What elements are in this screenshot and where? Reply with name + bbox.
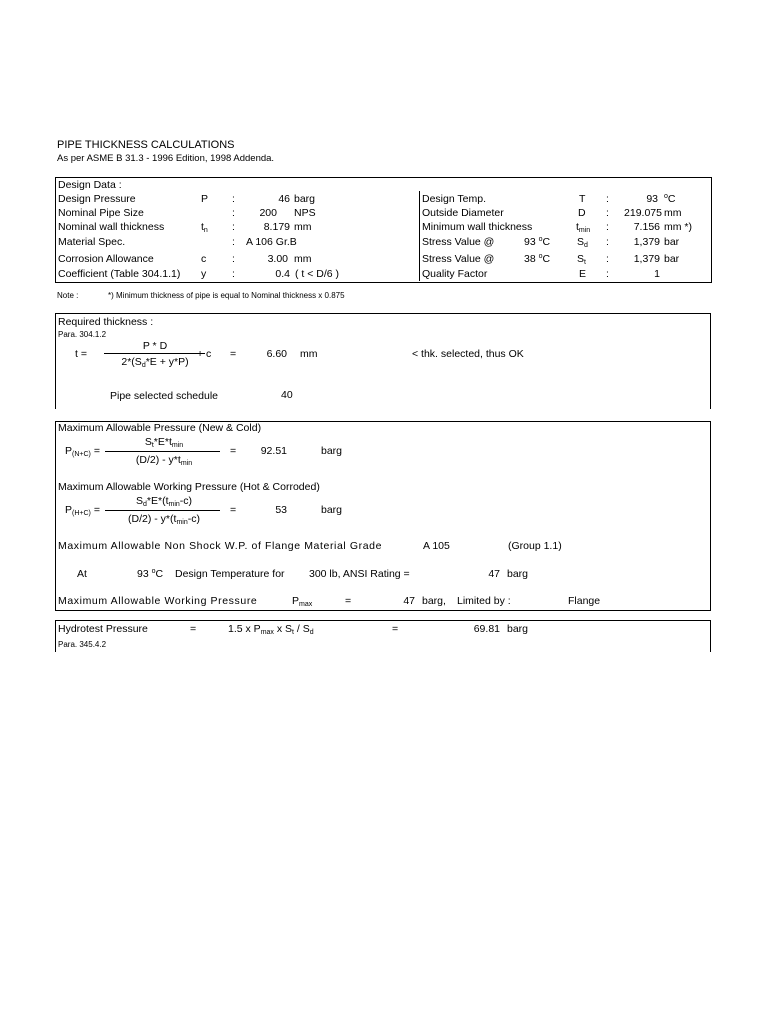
- required-left-rule: [55, 313, 56, 409]
- outside-diameter-colon: :: [606, 207, 609, 219]
- stress-value-test-label: Stress Value @: [422, 253, 495, 265]
- design-data-heading: Design Data :: [58, 179, 122, 191]
- page-title: PIPE THICKNESS CALCULATIONS: [57, 139, 235, 151]
- outside-diameter-label: Outside Diameter: [422, 207, 504, 219]
- nominal-pipe-size-colon: :: [232, 207, 235, 219]
- max-unit: barg,: [422, 595, 446, 607]
- required-comment: < thk. selected, thus OK: [412, 348, 524, 360]
- at-rating: 300 lb, ANSI Rating =: [309, 568, 410, 580]
- mawp-cold-numerator: $S_t*E*t_{min}$: [144, 436, 184, 449]
- mawp-cold-heading: Maximum Allowable Pressure (New & Cold): [58, 422, 262, 434]
- nominal-wall-thickness-symbol: $t_n$: [201, 221, 208, 234]
- material-spec-colon: :: [232, 236, 235, 248]
- mawp-right-rule: [710, 421, 711, 611]
- note-text: *) Minimum thickness of pipe is equal to Nominal thickness x 0.875: [108, 291, 345, 300]
- outside-diameter-unit: mm: [664, 207, 682, 219]
- stress-value-test-temp: 38 $^o$C: [524, 253, 551, 265]
- minimum-wall-thickness-colon: :: [606, 221, 609, 233]
- stress-value-test-value: 1,379: [633, 253, 660, 265]
- stress-value-design-value: 1,379: [633, 236, 660, 248]
- outside-diameter-value: 219.075: [624, 207, 662, 219]
- max-symbol: $P_{max}$: [292, 595, 313, 608]
- required-right-rule: [710, 313, 711, 409]
- hydro-eq2: =: [392, 623, 399, 635]
- material-spec-label: Material Spec.: [58, 236, 126, 248]
- coefficient-colon: :: [232, 268, 235, 280]
- required-fraction-bar: [104, 353, 205, 354]
- mawp-cold-denominator: $(D/2) - y*t_{min}$: [135, 454, 193, 467]
- required-heading: Required thickness :: [58, 316, 154, 328]
- stress-value-test-colon: :: [606, 253, 609, 265]
- required-value: 6.60: [266, 348, 287, 360]
- hydro-label: Hydrotest Pressure: [58, 623, 148, 635]
- mawp-left-rule: [55, 421, 56, 611]
- mawp-hot-numerator: $S_d*E*(t_{min}-c)$: [135, 495, 193, 508]
- material-spec-value: A 106 Gr.B: [246, 236, 297, 248]
- hydro-eq1: =: [190, 623, 197, 635]
- at-value: 47: [488, 568, 500, 580]
- hydro-right-rule: [710, 620, 711, 652]
- stress-value-design-symbol: $S_d$: [577, 236, 588, 249]
- required-plus-c: + c: [197, 348, 212, 360]
- stress-value-design-colon: :: [606, 236, 609, 248]
- minimum-wall-thickness-label: Minimum wall thickness: [422, 221, 533, 233]
- mawp-hot-denominator: $(D/2) - y*(t_{min}-c)$: [128, 513, 200, 526]
- nominal-pipe-size-unit: NPS: [294, 207, 316, 219]
- schedule-value: 40: [281, 389, 293, 401]
- at-design-temperature: Design Temperature for: [175, 568, 285, 580]
- nominal-wall-thickness-colon: :: [232, 221, 235, 233]
- note-label: Note :: [57, 291, 79, 300]
- quality-factor-symbol: E: [579, 268, 587, 280]
- max-working-pressure-label: Maximum Allowable Working Pressure: [58, 595, 258, 607]
- at-label: At: [77, 568, 87, 580]
- stress-value-test-symbol: $S_t$: [577, 253, 586, 266]
- hydro-unit: barg: [507, 623, 529, 635]
- nominal-pipe-size-value: 200: [259, 207, 277, 219]
- flange-group: (Group 1.1): [508, 540, 562, 552]
- corrosion-allowance-symbol: c: [201, 253, 207, 265]
- mawp-bottom-rule: [55, 610, 711, 611]
- coefficient-condition: ( t < D/6 ): [295, 268, 340, 280]
- design-data-divider: [419, 191, 420, 281]
- coefficient-value: 0.4: [275, 268, 290, 280]
- mawp-hot-lhs: $P_{(H+C)}$ =: [65, 504, 100, 517]
- outside-diameter-symbol: D: [578, 207, 586, 219]
- corrosion-allowance-label: Corrosion Allowance: [58, 253, 154, 265]
- design-temp-value: 93: [646, 193, 658, 205]
- at-unit: barg: [507, 568, 529, 580]
- required-lhs: t =: [75, 348, 87, 360]
- quality-factor-colon: :: [606, 268, 609, 280]
- hydro-top-rule: [55, 620, 711, 621]
- nominal-pipe-size-label: Nominal Pipe Size: [58, 207, 144, 219]
- mawp-hot-heading: Maximum Allowable Working Pressure (Hot & Corroded): [58, 481, 320, 493]
- hydro-para: Para. 345.4.2: [58, 640, 107, 649]
- flange-grade: A 105: [423, 540, 450, 552]
- minimum-wall-thickness-unit: mm *): [664, 221, 692, 233]
- at-temp: 93 $^o$C: [137, 568, 164, 580]
- design-temp-symbol: T: [579, 193, 586, 205]
- mawp-hot-value: 53: [275, 504, 287, 516]
- corrosion-allowance-colon: :: [232, 253, 235, 265]
- minimum-wall-thickness-symbol: $t_{min}$: [576, 221, 591, 234]
- mawp-hot-unit: barg: [321, 504, 343, 516]
- required-numerator: P * D: [142, 340, 168, 352]
- required-top-rule: [55, 313, 711, 314]
- mawp-cold-lhs: $P_{(N+C)}$ =: [65, 445, 100, 458]
- design-pressure-unit: barg: [294, 193, 316, 205]
- page-subtitle: As per ASME B 31.3 - 1996 Edition, 1998 Addenda.: [57, 153, 275, 164]
- required-eq: =: [230, 348, 237, 360]
- hydro-left-rule: [55, 620, 56, 652]
- nominal-wall-thickness-unit: mm: [294, 221, 312, 233]
- hydro-value: 69.81: [473, 623, 500, 635]
- quality-factor-value: 1: [654, 268, 660, 280]
- flange-label: Maximum Allowable Non Shock W.P. of Flange Material Grade: [58, 540, 383, 552]
- schedule-label: Pipe selected schedule: [110, 390, 218, 402]
- corrosion-allowance-unit: mm: [294, 253, 312, 265]
- mawp-hot-eq: =: [230, 504, 237, 516]
- max-value: 47: [403, 595, 415, 607]
- mawp-cold-fraction-bar: [105, 451, 220, 452]
- mawp-cold-eq: =: [230, 445, 237, 457]
- hydro-formula: 1.5 x $P_{max}$ x $S_t / S_d$: [228, 623, 314, 636]
- limited-by-label: Limited by :: [457, 595, 511, 607]
- limited-by-item: Flange: [568, 595, 601, 607]
- stress-value-design-unit: bar: [664, 236, 680, 248]
- design-pressure-colon: :: [232, 193, 235, 205]
- mawp-cold-value: 92.51: [260, 445, 287, 457]
- coefficient-label: Coefficient (Table 304.1.1): [58, 268, 181, 280]
- stress-value-test-unit: bar: [664, 253, 680, 265]
- quality-factor-label: Quality Factor: [422, 268, 488, 280]
- mawp-hot-fraction-bar: [105, 510, 220, 511]
- coefficient-symbol: y: [201, 268, 207, 280]
- design-temp-colon: :: [606, 193, 609, 205]
- stress-value-design-label: Stress Value @: [422, 236, 495, 248]
- design-temp-unit: $^o$C: [664, 193, 676, 205]
- nominal-wall-thickness-value: 8.179: [263, 221, 290, 233]
- required-unit: mm: [300, 348, 318, 360]
- minimum-wall-thickness-value: 7.156: [633, 221, 660, 233]
- design-pressure-label: Design Pressure: [58, 193, 136, 205]
- required-denominator: $2*(S_d*E + y*P)$: [121, 356, 189, 369]
- max-eq: =: [345, 595, 352, 607]
- nominal-wall-thickness-label: Nominal wall thickness: [58, 221, 165, 233]
- design-pressure-value: 46: [278, 193, 290, 205]
- design-temp-label: Design Temp.: [422, 193, 487, 205]
- design-pressure-symbol: P: [201, 193, 209, 205]
- corrosion-allowance-value: 3.00: [267, 253, 288, 265]
- stress-value-design-temp: 93 $^o$C: [524, 236, 551, 248]
- required-para: Para. 304.1.2: [58, 330, 107, 339]
- mawp-cold-unit: barg: [321, 445, 343, 457]
